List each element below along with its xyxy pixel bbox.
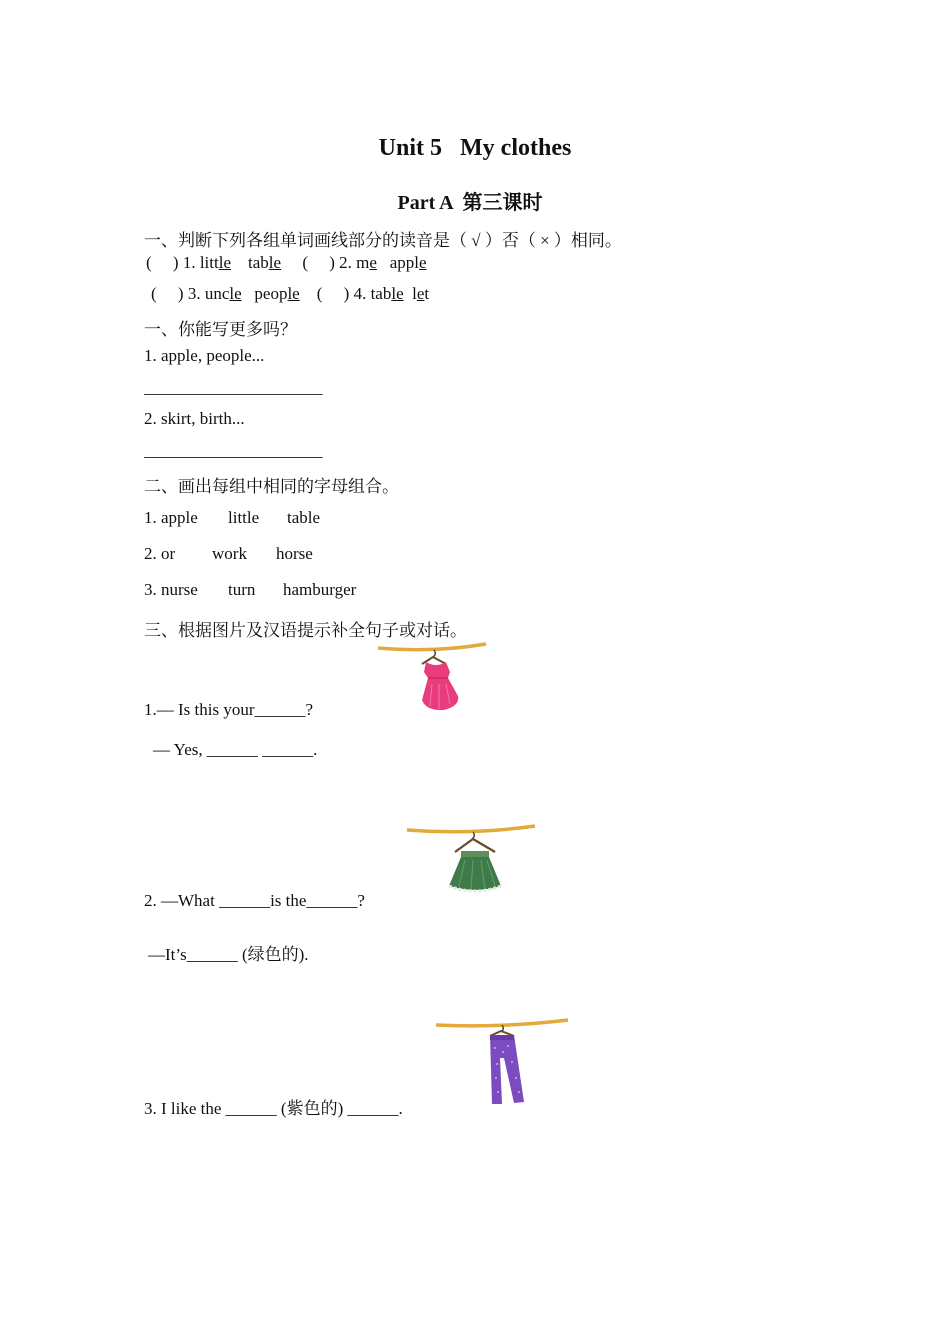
- word-row: 3. nurse: [144, 580, 198, 599]
- word: table: [287, 508, 321, 527]
- answer-blank[interactable]: _____________________: [144, 441, 323, 460]
- question-2-line-2: —It’s______ (绿色的).: [148, 945, 309, 964]
- word: uncle: [204, 284, 242, 303]
- page-subtitle: Part A 第三课时: [397, 192, 543, 214]
- word: table: [248, 253, 282, 272]
- word: little: [199, 253, 232, 272]
- word: horse: [276, 544, 313, 563]
- answer-paren[interactable]: ( ): [146, 253, 179, 272]
- word: little: [228, 508, 260, 527]
- word-row: 2. or: [144, 544, 176, 563]
- word: turn: [228, 580, 256, 599]
- green-skirt-on-hanger-icon: [405, 822, 537, 898]
- word: apple: [389, 253, 427, 272]
- word: hamburger: [283, 580, 357, 599]
- word: let: [412, 284, 430, 303]
- purple-pants-on-hanger-icon: [434, 1016, 570, 1112]
- answer-blank[interactable]: _____________________: [144, 378, 323, 397]
- question-1-line-1: 1.— Is this your______?: [144, 700, 314, 719]
- section1-row2: ( ) 3. uncle people ( ) 4. table let: [151, 284, 430, 303]
- section4-heading: 三、根据图片及汉语提示补全句子或对话。: [144, 621, 467, 640]
- question-2-line-1: 2. —What ______is the______?: [144, 891, 365, 910]
- pink-dress-on-hanger-icon: [376, 640, 488, 716]
- word-row: 1. apple: [144, 508, 198, 527]
- question-3-line-1: 3. I like the ______ (紫色的) ______.: [144, 1099, 403, 1118]
- answer-paren[interactable]: ( ): [316, 284, 350, 303]
- section2-heading: 一、你能写更多吗？: [144, 320, 297, 339]
- question-1-line-2: — Yes, ______ ______.: [153, 740, 318, 759]
- section2-item2: 2. skirt, birth...: [144, 409, 245, 428]
- word: table: [370, 284, 404, 303]
- section1-instruction: 一、判断下列各组单词画线部分的读音是（ √ ）否（ × ）相同。: [144, 231, 622, 250]
- word: people: [254, 284, 300, 303]
- section1-row1: ( ) 1. little table ( ) 2. me apple: [146, 253, 427, 272]
- section3-heading: 二、画出每组中相同的字母组合。: [144, 477, 399, 496]
- page-title: Unit 5 My clothes: [378, 135, 572, 161]
- answer-paren[interactable]: ( ): [151, 284, 184, 303]
- word: me: [356, 253, 377, 272]
- section2-item1: 1. apple, people...: [144, 346, 265, 365]
- word: work: [212, 544, 247, 563]
- answer-paren[interactable]: ( ): [302, 253, 335, 272]
